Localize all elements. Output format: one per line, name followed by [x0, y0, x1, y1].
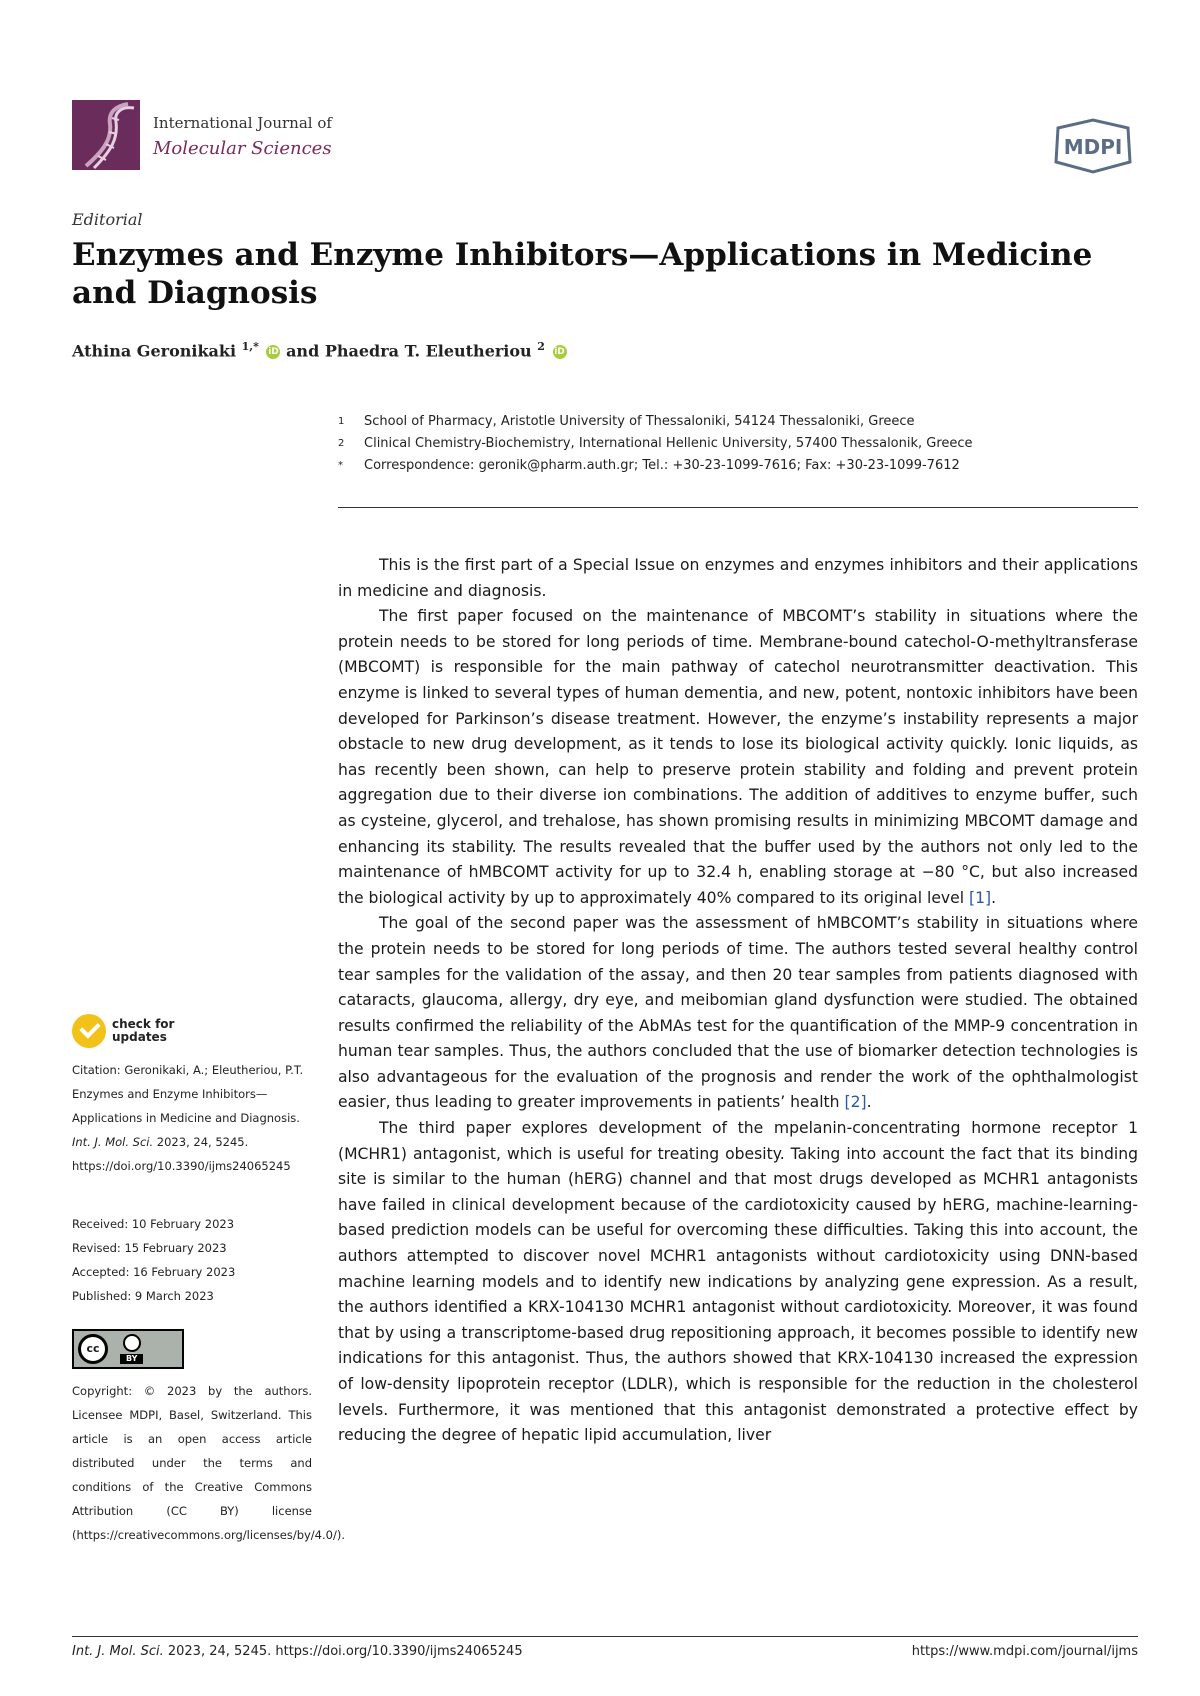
- paragraph-end: .: [866, 1093, 872, 1112]
- citation-doi[interactable]: 2023, 24, 5245. https://doi.org/10.3390/ijms24065245: [72, 1135, 291, 1173]
- journal-dna-logo: [72, 100, 140, 170]
- paragraph: The third paper explores development of the mpelanin-concentrating hormone receptor 1 (MCHR1) antagonist, which is useful for treating obesity. Taking into account the fact that its binding site is similar to the human (hERG) channel and that most drugs developed as MCHR1 antagonists have failed in clinical development because of the cardiotoxicity caused by hERG, machine-learning-based prediction models can be useful for overcoming these difficulties. Taking this into account, the authors attempted to discover novel MCHR1 antagonists without cardiotoxicity using DNN-based machine learning models and to identify new indications by analyzing gene expression. As a result, the authors identified a KRX-104130 MCHR1 antagonist without cardiotoxicity. Moreover, it was found that by using a transcriptome-based drug repositioning approach, it becomes possible to identify new indications for this antagonist. Thus, the authors showed that KRX-104130 increased the expression of low-density lipoprotein receptor (LDLR), which is responsible for the reduction in the cholesterol levels. Furthermore, it was mentioned that this antagonist demonstrated a protective effect by reducing the degree of hepatic lipid accumulation, liver: [338, 1119, 1138, 1445]
- author-name[interactable]: Athina Geronikaki: [72, 341, 237, 361]
- article-title: Enzymes and Enzyme Inhibitors—Applications in Medicine and Diagnosis: [72, 237, 1093, 311]
- correspondence-text[interactable]: Correspondence: geronik@pharm.auth.gr; Tel.: +30-23-1099-7616; Fax: +30-23-1099-7612: [364, 457, 960, 473]
- header-divider: [338, 507, 1138, 508]
- paragraph: [338, 911, 1138, 1116]
- citation-text: Citation: Geronikaki, A.; Eleutheriou, P.T. Enzymes and Enzyme Inhibitors—Applications in Medicine and Diagnosis.: [72, 1063, 304, 1125]
- journal-name-line2: Molecular Sciences: [153, 138, 332, 159]
- author-affil-marker: 1,*: [241, 340, 259, 353]
- footer-journal-url[interactable]: https://www.mdpi.com/journal/ijms: [911, 1644, 1138, 1659]
- affiliation-row: [338, 410, 1138, 432]
- paragraph: [338, 604, 1138, 911]
- journal-name-line1: International Journal of: [153, 114, 332, 132]
- author-join: and: [286, 341, 320, 361]
- revised-date: Revised: 15 February 2023: [72, 1241, 227, 1255]
- footer-citation: [72, 1644, 523, 1659]
- reference-link[interactable]: [2]: [844, 1093, 867, 1112]
- footer-journal: Int. J. Mol. Sci.: [72, 1644, 164, 1659]
- affiliation-text: Clinical Chemistry-Biochemistry, International Hellenic University, 57400 Thessalonik, Greece: [364, 435, 973, 451]
- orcid-icon[interactable]: iD: [268, 347, 279, 358]
- affiliation-mark: *: [338, 459, 343, 471]
- author-name[interactable]: Phaedra T. Eleutheriou: [324, 341, 532, 361]
- author-affil-marker: 2: [537, 340, 545, 353]
- footer-doi[interactable]: 2023, 24, 5245. https://doi.org/10.3390/ijms24065245: [163, 1644, 523, 1659]
- footer-divider: [72, 1636, 1138, 1637]
- mdpi-logo: [1050, 118, 1136, 174]
- orcid-icon[interactable]: iD: [554, 347, 565, 358]
- paragraph-text: The goal of the second paper was the assessment of hMBCOMT’s stability in situations where the protein needs to be stored for long periods of time. The authors tested several healthy control tear samples for the validation of the assay, and then 20 tear samples from patients diagnosed with cataracts, glaucoma, allergy, dry eye, and meibomian gland dysfunction were studied. The obtained results confirmed the reliability of the AbMAs test for the quantification of the MMP-9 concentration in human tear samples. Thus, the authors concluded that the use of biomarker detection technologies is also advantageous for the evaluation of the prognosis and render the work of the ophthalmologist easier, thus leading to greater improvements in patients’ health: [338, 914, 1138, 1112]
- cc-by-license-badge[interactable]: [72, 1329, 184, 1369]
- received-date: Received: 10 February 2023: [72, 1217, 235, 1231]
- check-for-updates-icon: [72, 1014, 106, 1048]
- affiliation-mark: 2: [338, 437, 345, 449]
- check-for-updates-label: check for updates: [112, 1017, 175, 1044]
- mdpi-logo-text: MDPI: [1063, 135, 1123, 159]
- cc-icon: cc: [78, 1334, 108, 1364]
- by-label: BY: [120, 1354, 143, 1364]
- by-icon: [120, 1334, 143, 1364]
- published-date: Published: 9 March 2023: [72, 1289, 214, 1303]
- correspondence-row: [338, 454, 1138, 476]
- affiliations: [338, 410, 1138, 476]
- author-list: [72, 340, 567, 360]
- article-body: [338, 553, 1138, 1449]
- check-for-updates-button[interactable]: [72, 1014, 182, 1048]
- citation-block: [72, 1058, 312, 1178]
- paragraph-end: .: [991, 888, 997, 907]
- article-type: Editorial: [72, 210, 143, 229]
- affiliation-row: [338, 432, 1138, 454]
- reference-link[interactable]: [1]: [969, 888, 992, 907]
- publication-dates: [72, 1212, 312, 1308]
- accepted-date: Accepted: 16 February 2023: [72, 1265, 236, 1279]
- copyright-notice: Copyright: © 2023 by the authors. Licensee MDPI, Basel, Switzerland. This article is an open access article distributed under the terms and conditions of the Creative Commons Attribution (CC BY) license (https://creativecommons.org/licenses/by/4.0/).: [72, 1384, 345, 1542]
- citation-journal: Int. J. Mol. Sci.: [72, 1135, 154, 1149]
- paragraph: This is the first part of a Special Issue on enzymes and enzymes inhibitors and their applications in medicine and diagnosis.: [338, 556, 1138, 600]
- affiliation-text: School of Pharmacy, Aristotle University of Thessaloniki, 54124 Thessaloniki, Greece: [364, 413, 915, 429]
- paragraph-text: The first paper focused on the maintenance of MBCOMT’s stability in situations where the protein needs to be stored for long periods of time. Membrane-bound catechol-O-methyltransferase (MBCOMT) is responsible for the main pathway of catechol neurotransmitter deactivation. This enzyme is linked to several types of human dementia, and new, potent, nontoxic inhibitors have been developed for Parkinson’s disease treatment. However, the enzyme’s instability represents a major obstacle to new drug development, as it tends to lose its biological activity quickly. Ionic liquids, as has recently been shown, can help to preserve protein stability and folding and prevent protein aggregation due to their diverse ion combinations. The addition of additives to enzyme buffer, such as cysteine, glycerol, and trehalose, has shown promising results in minimizing MBCOMT damage and enhancing its stability. The results revealed that the buffer used by the authors not only led to the maintenance of hMBCOMT activity for up to 32.4 h, enabling storage at −80 °C, but also increased the biological activity by up to approximately 40% compared to its original level: [338, 607, 1138, 907]
- affiliation-mark: 1: [338, 415, 345, 427]
